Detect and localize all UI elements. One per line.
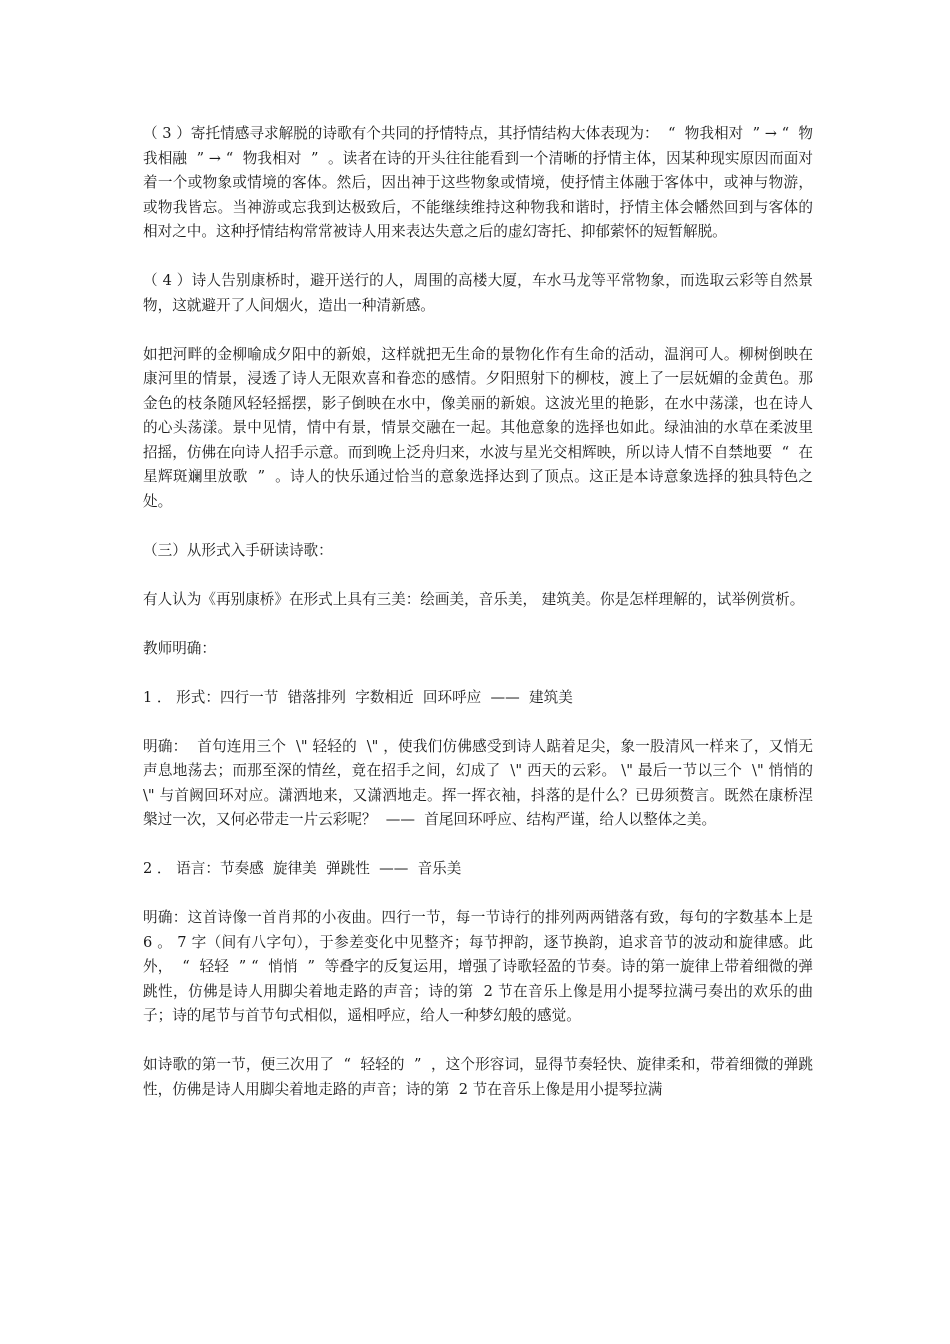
section-heading-form: （三）从形式入手研读诗歌：: [143, 541, 333, 559]
paragraph-golden-willow: 如把河畔的金柳喻成夕阳中的新娘，这样就把无生命的景物化作有生命的活动，温润可人。柳树倒映在康河里的情景，浸透了诗人无限欢喜和眷恋的感情。夕阳照射下的柳枝，渡上了一层妩媚的金黄色。那金色的枝条随风轻轻摇摆，影子倒映在水中，像美丽的新娘。这波光里的艳影，在水中荡漾，也在诗人的心头荡漾。景中见情，情中有景，情景交融在一起。其他意象的选择也如此。绿油油的水草在柔波里招摇，仿佛在向诗人招手示意。而到晚上泛舟归来，水波与星光交相辉映，所以诗人情不自禁地要 “ 在星辉斑斓里放歌 ” 。诗人的快乐通过恰当的意象选择达到了顶点。这正是本诗意象选择的独具特色之处。: [143, 345, 813, 510]
paragraph-teacher-clarifies: 教师明确：: [143, 639, 216, 657]
point-2-musical-beauty: 2 ． 语言：节奏感 旋律美 弹跳性 —— 音乐美: [143, 860, 462, 877]
paragraph-first-stanza-example: 如诗歌的第一节，便三次用了 “ 轻轻的 ” ，这个形容词，显得节奏轻快、旋律柔和，带着细微的弹跳性，仿佛是诗人用脚尖着地走路的声音；诗的第 2 节在音乐上像是用小提琴拉满: [143, 1056, 813, 1098]
paragraph-lyric-structure: （ 3 ）寄托情感寻求解脱的诗歌有个共同的抒情特点，其抒情结构大体表现为： “ 物我相对 ” → “ 物我相融 ” → “ 物我相对 ” 。读者在诗的开头往往能看到一个清晰的抒情主体，因某种现实原因而面对着一个或物象或情境的客体。然后，因出神于这些物象或情境，使抒情主体融于客体中，或神与物游，或物我皆忘。当神游或忘我到达极致后，不能继续维持这种物我和谐时，抒情主体会幡然回到与客体的相对之中。这种抒情结构常常被诗人用来表达失意之后的虚幻寄托、抑郁萦怀的短暂解脱。: [143, 125, 813, 240]
document-page: [143, 122, 823, 1127]
paragraph-three-beauties-question: 有人认为《再别康桥》在形式上具有三美：绘画美，音乐美， 建筑美。你是怎样理解的，试举例赏析。: [143, 590, 805, 608]
paragraph-farewell-imagery: （ 4 ）诗人告别康桥时，避开送行的人，周围的高楼大厦，车水马龙等平常物象，而选取云彩等自然景物，这就避开了人间烟火，造出一种清新感。: [143, 272, 813, 314]
paragraph-explanation-1: 明确： 首句连用三个 \" 轻轻的 \" ，使我们仿佛感受到诗人踮着足尖，象一股清风一样来了，又悄无声息地荡去；而那至深的情丝，竟在招手之间，幻成了 \" 西天的云彩。 \" 最后一节以三个 \" 悄悄的 \" 与首阙回环对应。潇洒地来，又潇洒地走。挥一挥衣袖，抖落的是什么？已毋须赘言。既然在康桥涅槃过一次，又何必带走一片云彩呢？ —— 首尾回环呼应、结构严谨，给人以整体之美。: [143, 737, 823, 828]
paragraph-explanation-2: 明确：这首诗像一首肖邦的小夜曲。四行一节，每一节诗行的排列两两错落有致，每句的字数基本上是 6 。 7 字（间有八字句），于参差变化中见整齐；每节押韵，逐节换韵，追求音节的波动和旋律感。此外， “ 轻轻 ” “ 悄悄 ” 等叠字的反复运用，增强了诗歌轻盈的节奏。诗的第一旋律上带着细微的弹跳性，仿佛是诗人用脚尖着地走路的声音；诗的第 2 节在音乐上像是用小提琴拉满弓奏出的欢乐的曲子；诗的尾节与首节句式相似，遥相呼应，给人一种梦幻般的感觉。: [143, 909, 823, 1024]
point-1-architectural-beauty: 1 ． 形式：四行一节 错落排列 字数相近 回环呼应 —— 建筑美: [143, 688, 573, 706]
